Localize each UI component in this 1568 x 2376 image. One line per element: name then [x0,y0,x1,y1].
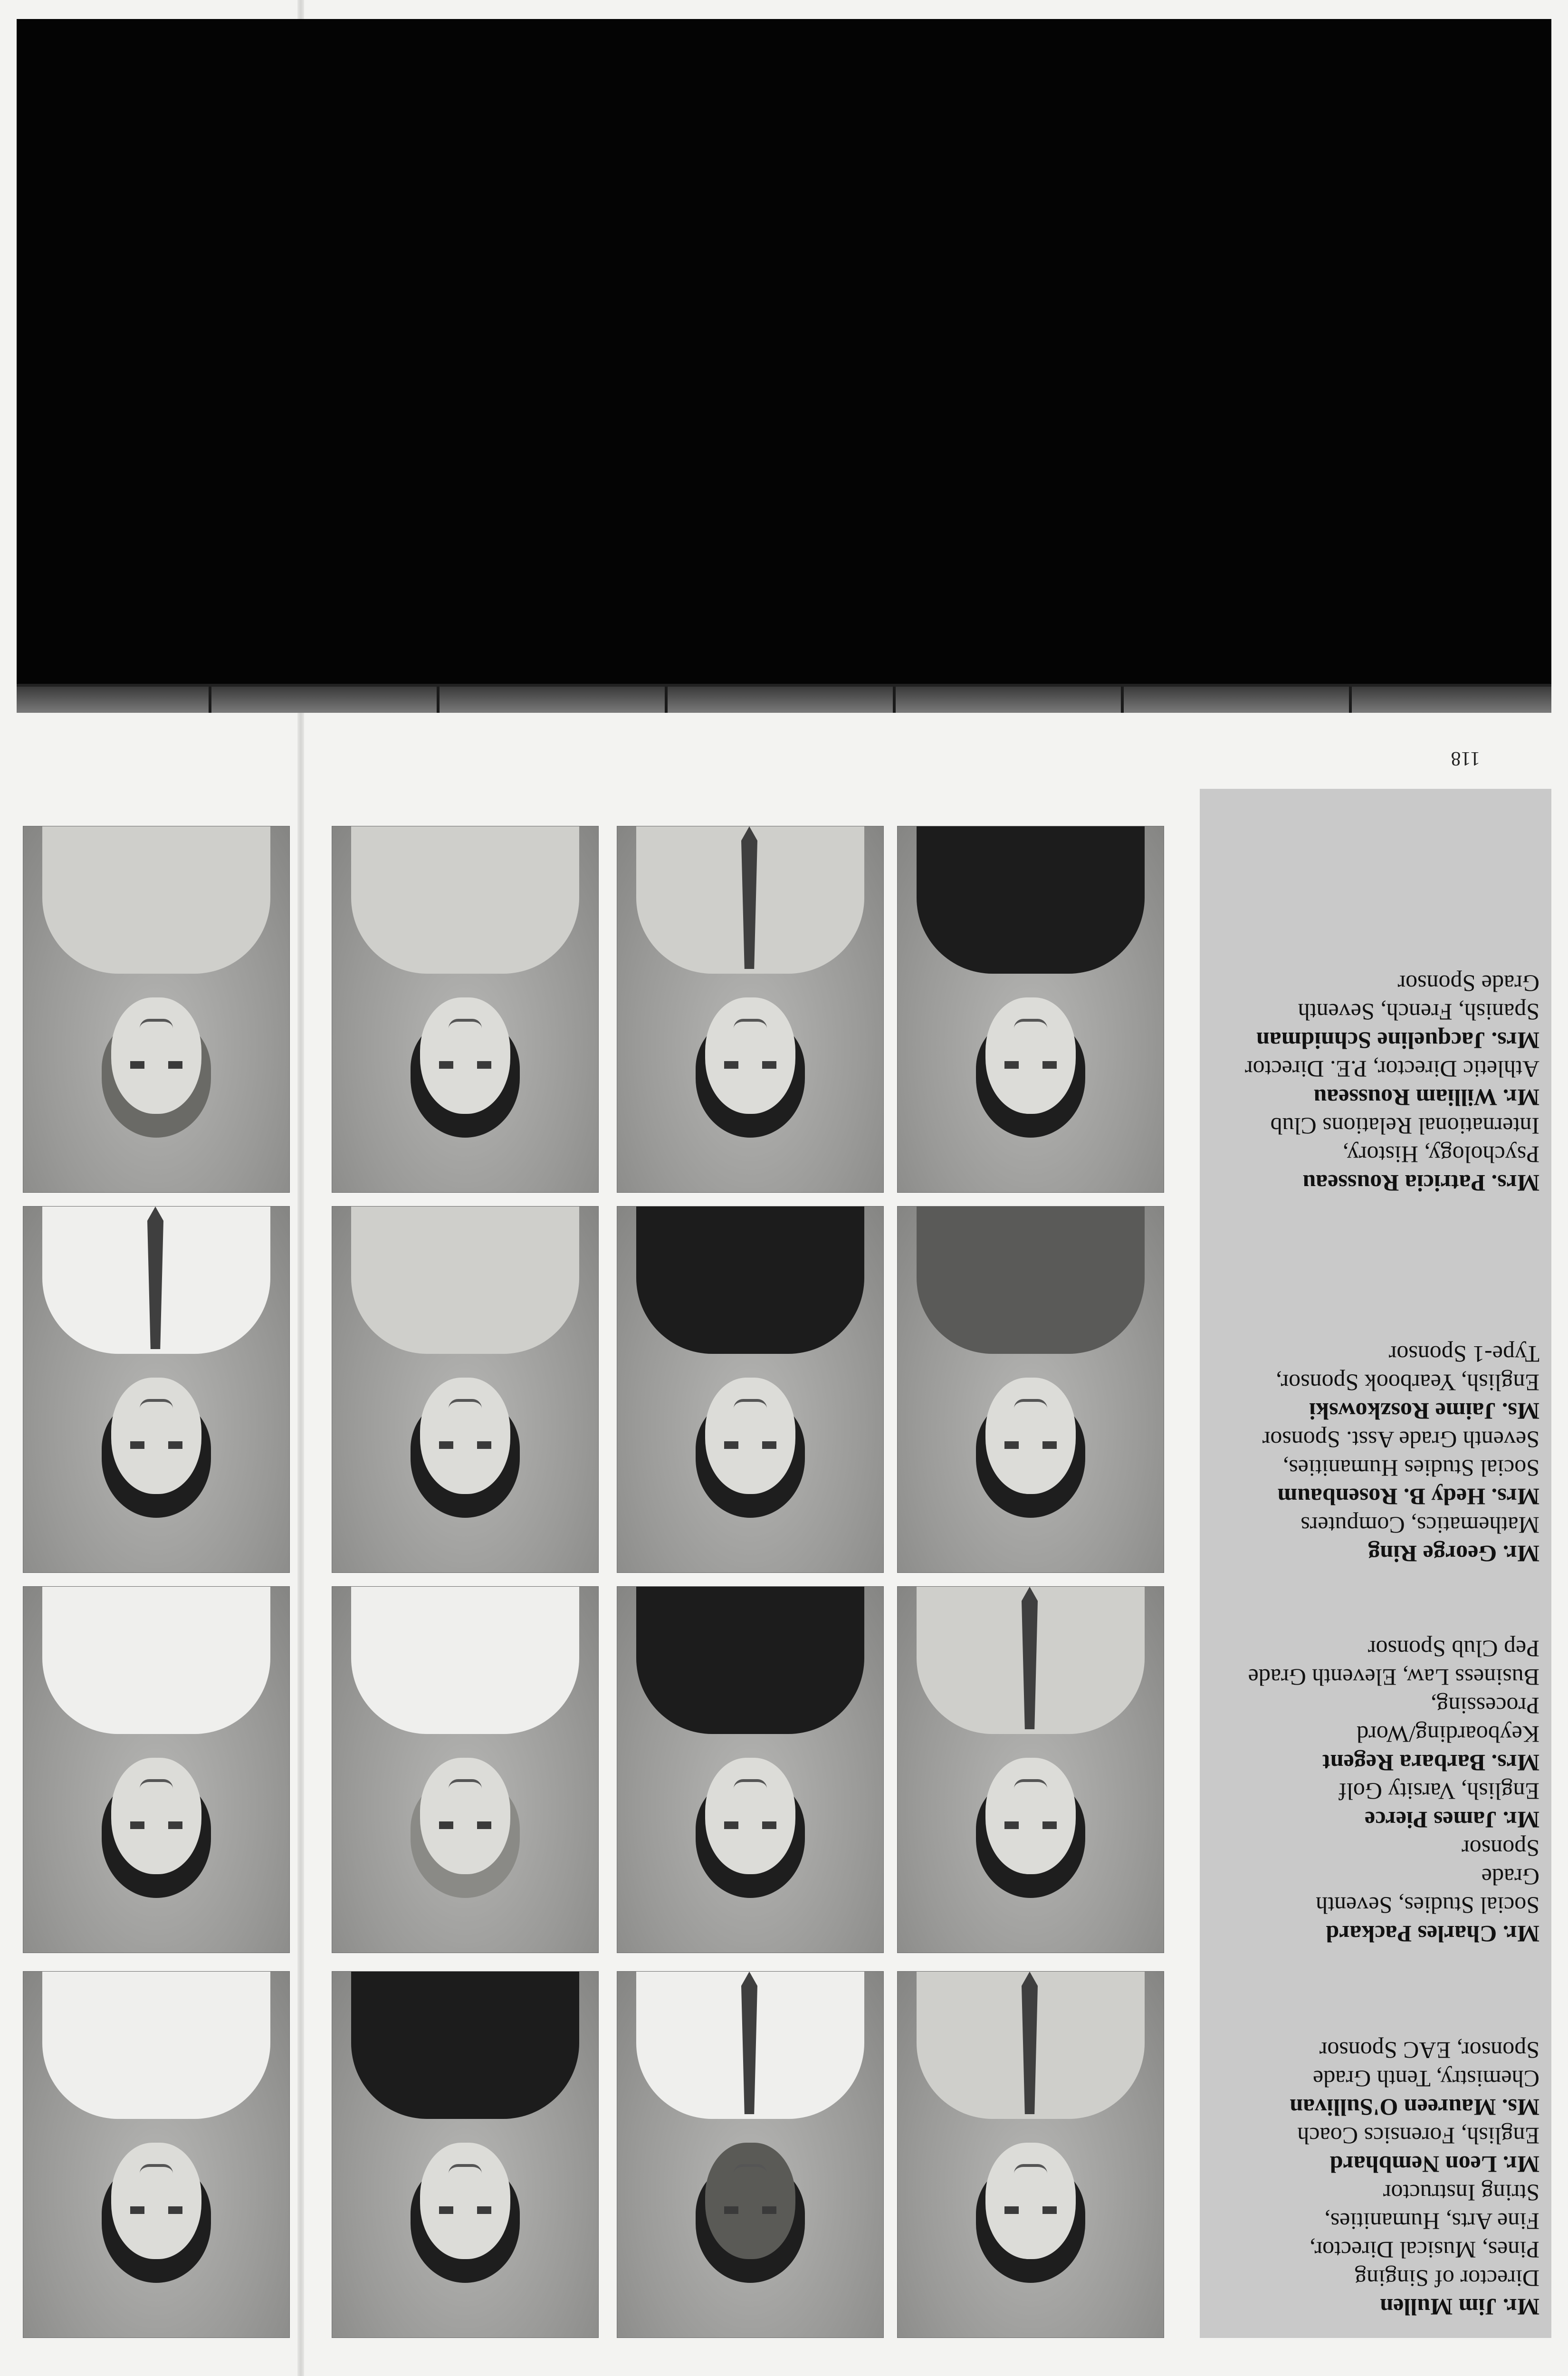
portrait-photo [897,1586,1164,1953]
teacher-name: Ms. Jaime Roszkowski [1309,1398,1539,1425]
teacher-role: Processing, [1430,1693,1539,1719]
portrait-photo [617,1586,884,1953]
teacher-name: Mrs. Jacqueline Schnidman [1256,1027,1539,1054]
railing [17,684,1551,713]
teacher-role: Mathematics, Computers [1300,1512,1539,1539]
caption-group-4 [1207,969,1539,1198]
teacher-role: Fine Arts, Humanities, [1324,2208,1539,2235]
teacher-name: Mr. Jim Mullen [1380,2294,1539,2320]
page-number: 118 [1451,747,1480,769]
teacher-role: Social Studies Humanities, [1282,1455,1539,1482]
teacher-name: Ms. Maureen O'Sullivan [1290,2094,1539,2121]
portrait-photo [23,1586,290,1953]
teacher-role: Keyboarding/Word [1357,1721,1539,1748]
teacher-role: English, Yearbook Sponsor, [1276,1370,1539,1396]
teacher-role: Type-1 Sponsor [1388,1341,1539,1368]
teacher-role: Psychology, History, [1342,1141,1539,1168]
teacher-role: Business Law, Eleventh Grade [1248,1664,1539,1691]
portrait-photo [332,1971,599,2338]
caption-group-2 [1207,1635,1539,1948]
portrait-photo [23,826,290,1193]
teacher-role: Social Studies, Seventh [1316,1892,1539,1919]
teacher-role: English, Varsity Golf [1339,1778,1539,1805]
caption-group-1 [1207,2036,1539,2321]
teacher-role: Pines, Musical Director, [1309,2237,1539,2263]
teacher-name: Mr. William Rousseau [1313,1084,1539,1111]
teacher-role: Spanish, French, Seventh [1298,999,1539,1025]
group-photo [17,19,1551,713]
portrait-photo [332,1586,599,1953]
portrait-photo [23,1206,290,1573]
portrait-photo [617,826,884,1193]
teacher-role: Grade Sponsor [1397,970,1539,997]
teacher-role: English, Forensics Coach [1297,2123,1539,2149]
portrait-photo [897,826,1164,1193]
teacher-role: Sponsor, EAC Sponsor [1319,2037,1539,2064]
teacher-name: Mr. Leon Nembhard [1329,2151,1539,2178]
teacher-role: International Relations Club [1270,1113,1539,1140]
portrait-photo [617,1206,884,1573]
teacher-role: Director of Singing [1355,2265,1539,2292]
teacher-name: Mrs. Hedy B. Rosenbaum [1277,1484,1539,1510]
teacher-role: String Instructor [1383,2180,1539,2206]
portrait-photo [617,1971,884,2338]
portrait-photo [332,826,599,1193]
portrait-photo [897,1206,1164,1573]
portrait-photo [332,1206,599,1573]
caption-group-3 [1207,1340,1539,1568]
teacher-name: Mr. James Pierce [1365,1807,1539,1833]
teacher-role: Seventh Grade Asst. Sponsor [1262,1427,1539,1453]
teacher-name: Mr. George Ring [1368,1541,1539,1567]
portrait-photo [897,1971,1164,2338]
caption-panel [1200,789,1551,2338]
teacher-name: Mrs. Patricia Rousseau [1302,1170,1539,1197]
teacher-name: Mr. Charles Packard [1326,1921,1539,1947]
portrait-photo [23,1971,290,2338]
teacher-role: Grade [1481,1864,1539,1890]
teacher-role: Pep Club Sponsor [1367,1636,1539,1662]
teacher-role: Chemistry, Tenth Grade [1313,2066,1539,2092]
teacher-role: Athletic Director, P.E. Director [1244,1056,1539,1083]
teacher-name: Mrs. Barbara Regent [1322,1750,1539,1776]
teacher-role: Sponsor [1462,1835,1539,1862]
